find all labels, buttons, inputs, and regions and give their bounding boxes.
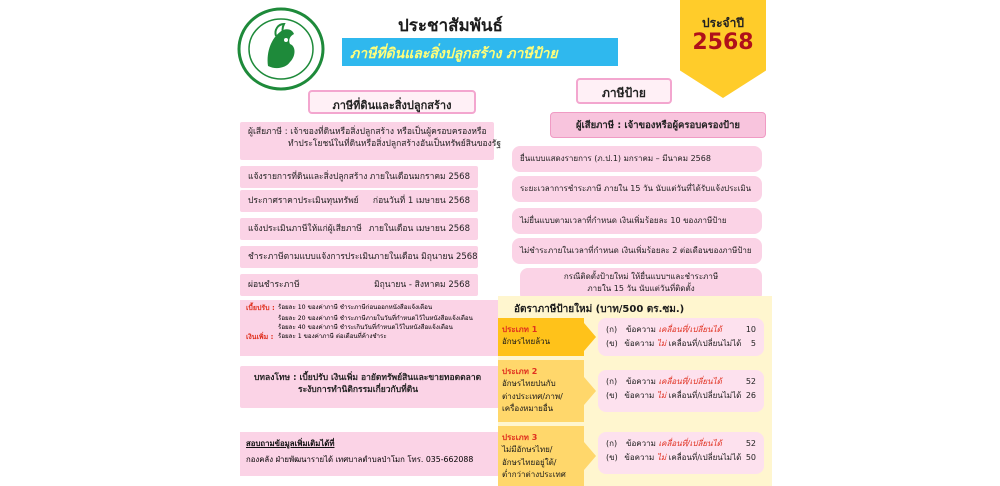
land-step-label: ชำระภาษีตามแบบแจ้งการประเมิน	[248, 251, 374, 262]
year-value: 2568	[692, 30, 754, 55]
new-sign-line1: กรณีติดตั้งป้ายใหม่ ให้ยื่นแบบฯและชำระภาษี	[563, 272, 719, 281]
sign-step-2: ระยะเวลาการชำระภาษี ภายใน 15 วัน นับแต่วันที่ได้รับแจ้งประเมิน	[512, 176, 762, 202]
contact-box	[240, 432, 502, 476]
rate-value: 26	[745, 391, 756, 400]
rate-box-3	[598, 432, 764, 474]
land-step-label: แจ้งรายการที่ดินและสิ่งปลูกสร้าง	[248, 171, 368, 182]
contact-detail: กองคลัง ฝ่ายพัฒนารายได้ เทศบาลตำบลป่าโมก โทร. 035-662088	[246, 455, 474, 464]
rate-key: (ก)	[606, 377, 618, 386]
land-punishment-box	[240, 366, 502, 408]
year-label: ประจำปี	[702, 16, 744, 30]
category-desc: ต่ำกว่าต่างประเทศ	[502, 470, 566, 480]
sign-step-3: ไม่ยื่นแบบตามเวลาที่กำหนด เงินเพิ่มร้อยละ 10 ของภาษีป้าย	[512, 208, 762, 234]
arrow-right-icon	[584, 442, 596, 470]
rate-text: ข้อความ	[626, 325, 659, 334]
fine-label: เบี้ยปรับ :	[246, 304, 275, 312]
land-step-period: มิถุนายน - สิงหาคม 2568	[374, 279, 470, 290]
land-penalties-box	[240, 300, 502, 356]
land-step-period: ภายในเดือน เมษายน 2568	[368, 223, 470, 234]
poster	[228, 0, 772, 486]
rate-value: 5	[750, 339, 756, 348]
page-subtitle: ภาษีที่ดินและสิ่งปลูกสร้าง ภาษีป้าย	[342, 38, 618, 66]
rate-highlight: เคลื่อนที่/เปลี่ยนได้	[658, 439, 722, 448]
sign-taxpayer: ผู้เสียภาษี : เจ้าของหรือผู้ครอบครองป้าย	[550, 112, 766, 138]
category-name: ประเภท 1	[502, 325, 538, 334]
land-taxpayer-line1: ผู้เสียภาษี : เจ้าของที่ดินหรือสิ่งปลูกสร้าง หรือเป็นผู้ครอบครองหรือ	[248, 127, 487, 137]
sign-tax-heading: ภาษีป้าย	[576, 78, 672, 104]
land-tax-heading: ภาษีที่ดินและสิ่งปลูกสร้าง	[308, 90, 476, 114]
rate-line	[606, 451, 756, 465]
land-step-label: แจ้งประเมินภาษีให้แก่ผู้เสียภาษี	[248, 223, 362, 234]
category-2	[498, 360, 584, 422]
fine-item: ร้อยละ 10 ของค่าภาษี ชำระภาษีก่อนออกหนังสือแจ้งเตือน	[278, 304, 433, 311]
rate-key: (ข)	[606, 391, 618, 400]
rate-text: เคลื่อนที่/เปลี่ยนไม่ได้	[666, 339, 742, 348]
new-sign-line2: ภายใน 15 วัน นับแต่วันที่ติดตั้ง	[587, 284, 695, 293]
rate-line	[606, 437, 756, 451]
category-name: ประเภท 3	[502, 433, 538, 442]
category-3	[498, 426, 584, 486]
rate-text: เคลื่อนที่/เปลี่ยนไม่ได้	[666, 453, 742, 462]
punish-line1: บทลงโทษ : เบี้ยปรับ เงินเพิ่ม อายัดทรัพย์สินและขายทอดตลาด	[254, 373, 482, 383]
land-taxpayer-box	[240, 122, 502, 160]
rate-key: (ก)	[606, 439, 618, 448]
land-taxpayer-line2: ทำประโยชน์ในที่ดินหรือสิ่งปลูกสร้างอันเป็นทรัพย์สินของรัฐ	[288, 139, 502, 150]
category-desc: อักษรไทยอยู่ใต้/	[502, 457, 557, 467]
rates-title: อัตราภาษีป้ายใหม่ (บาท/500 ตร.ซม.)	[514, 304, 685, 315]
rate-key: (ข)	[606, 339, 618, 348]
surcharge-label: เงินเพิ่ม :	[246, 333, 274, 342]
rate-highlight: ไม่	[656, 339, 667, 348]
rate-key: (ข)	[606, 453, 618, 462]
rate-line	[606, 323, 756, 337]
rate-highlight: ไม่	[656, 391, 667, 400]
arrow-right-icon	[584, 323, 596, 351]
land-step-4	[240, 246, 478, 268]
sign-step-4: ไม่ชำระภายในเวลาที่กำหนด เงินเพิ่มร้อยละ 2 ต่อเดือนของภาษีป้าย	[512, 238, 762, 264]
page-title: ประชาสัมพันธ์	[398, 16, 503, 36]
land-step-period: ก่อนวันที่ 1 เมษายน 2568	[372, 195, 470, 206]
land-step-5	[240, 274, 478, 296]
sign-step-1: ยื่นแบบแสดงรายการ (ภ.ป.1) มกราคม – มีนาคม 2568	[512, 146, 762, 172]
rate-highlight: เคลื่อนที่/เปลี่ยนได้	[658, 325, 722, 334]
land-step-label: ประกาศราคาประเมินทุนทรัพย์	[248, 195, 359, 206]
rate-highlight: ไม่	[656, 453, 667, 462]
land-step-2	[240, 190, 478, 212]
category-desc: ต่างประเทศ/ภาพ/	[502, 391, 563, 401]
category-desc: อักษรไทยปนกับ	[502, 379, 556, 389]
punish-line2: ระงับการทำนิติกรรมเกี่ยวกับที่ดิน	[298, 385, 419, 396]
category-name: ประเภท 2	[502, 367, 538, 376]
land-step-1	[240, 166, 478, 188]
rate-value: 50	[745, 453, 756, 462]
rate-line	[606, 337, 756, 351]
category-desc: อักษรไทยล้วน	[502, 337, 551, 347]
category-1	[498, 318, 584, 356]
rate-text: ข้อความ	[624, 453, 657, 462]
land-step-label: ผ่อนชำระภาษี	[248, 279, 300, 290]
rate-box-1	[598, 318, 764, 356]
rate-value: 52	[745, 377, 756, 386]
arrow-right-icon	[584, 377, 596, 405]
rate-value: 52	[745, 439, 756, 448]
rate-text: เคลื่อนที่/เปลี่ยนไม่ได้	[666, 391, 742, 400]
rate-value: 10	[745, 325, 756, 334]
rate-text: ข้อความ	[626, 439, 659, 448]
rate-text: ข้อความ	[626, 377, 659, 386]
land-step-period: ภายในเดือนมกราคม 2568	[369, 171, 470, 182]
rate-line	[606, 389, 756, 403]
rate-highlight: เคลื่อนที่/เปลี่ยนได้	[658, 377, 722, 386]
rate-line	[606, 375, 756, 389]
rate-key: (ก)	[606, 325, 618, 334]
category-desc: เครื่องหมายอื่น	[502, 404, 554, 414]
rate-text: ข้อความ	[624, 339, 657, 348]
rate-box-2	[598, 370, 764, 412]
land-step-period: ภายในเดือน มิถุนายน 2568	[373, 251, 478, 262]
rate-text: ข้อความ	[624, 391, 657, 400]
land-step-3	[240, 218, 478, 240]
year-badge	[680, 0, 766, 98]
fine-item: ร้อยละ 20 ของค่าภาษี ชำระภาษีภายในวันที่กำหนดไว้ในหนังสือแจ้งเตือน	[278, 314, 473, 322]
category-desc: ไม่มีอักษรไทย/	[502, 445, 553, 455]
contact-title: สอบถามข้อมูลเพิ่มเติมได้ที่	[246, 439, 335, 448]
fine-item: ร้อยละ 40 ของค่าภาษี ชำระเกินวันที่กำหนดไว้ในหนังสือแจ้งเตือน	[278, 323, 453, 331]
municipal-seal-icon	[236, 6, 326, 92]
surcharge-item: ร้อยละ 1 ของค่าภาษี ต่อเดือนที่ค้างชำระ	[278, 333, 387, 341]
